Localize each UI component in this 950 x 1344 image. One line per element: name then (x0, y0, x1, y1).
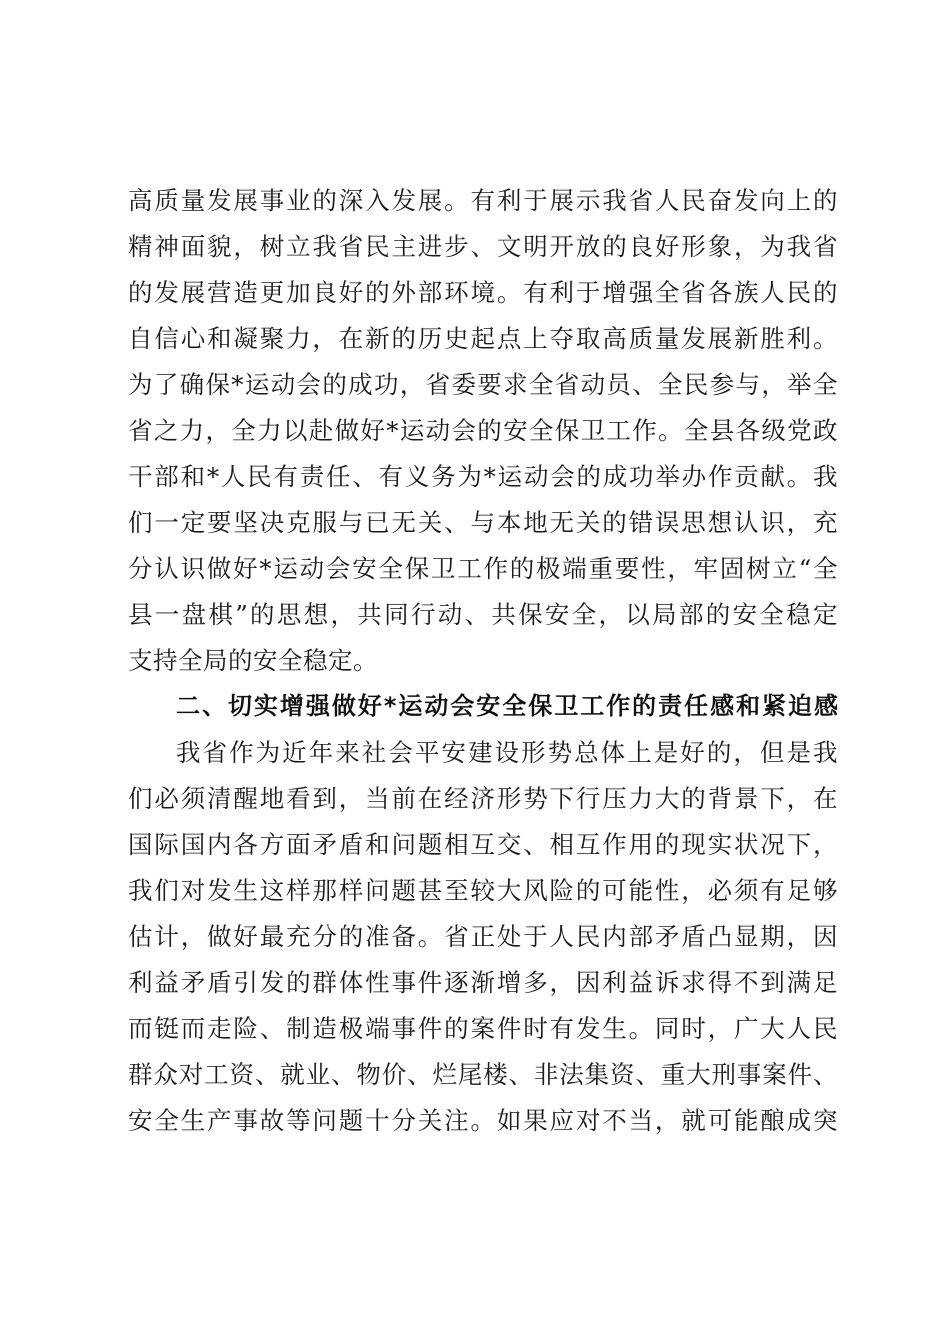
text-line: 高质量发展事业的深入发展。有利于展示我省人民奋发向上的 (128, 186, 838, 215)
text-line: 国际国内各方面矛盾和问题相互交、相互作用的现实状况下， (128, 830, 838, 859)
text-line: 们一定要坚决克服与已无关、与本地无关的错误思想认识，充 (128, 508, 838, 537)
section-heading: 二、切实增强做好*运动会安全保卫工作的责任感和紧迫感 (176, 692, 838, 720)
text-line: 自信心和凝聚力，在新的历史起点上夺取高质量发展新胜利。 (128, 324, 838, 353)
text-line: 我们对发生这样那样问题甚至较大风险的可能性，必须有足够 (128, 876, 838, 905)
text-line: 群众对工资、就业、物价、烂尾楼、非法集资、重大刑事案件、 (128, 1060, 838, 1089)
text-line: 精神面貌，树立我省民主进步、文明开放的良好形象，为我省 (128, 232, 838, 261)
text-line: 分认识做好*运动会安全保卫工作的极端重要性，牢固树立“全 (128, 554, 838, 583)
text-line: 我省作为近年来社会平安建设形势总体上是好的，但是我 (176, 738, 838, 767)
text-line: 县一盘棋”的思想，共同行动、共保安全，以局部的安全稳定 (128, 600, 838, 629)
text-line: 估计，做好最充分的准备。省正处于人民内部矛盾凸显期，因 (128, 922, 838, 951)
text-line: 而铤而走险、制造极端事件的案件时有发生。同时，广大人民 (128, 1014, 838, 1043)
text-line: 们必须清醒地看到，当前在经济形势下行压力大的背景下，在 (128, 784, 838, 813)
text-line: 省之力，全力以赴做好*运动会的安全保卫工作。全县各级党政 (128, 416, 838, 445)
text-line: 干部和*人民有责任、有义务为*运动会的成功举办作贡献。我 (128, 462, 838, 491)
text-line: 利益矛盾引发的群体性事件逐渐增多，因利益诉求得不到满足 (128, 968, 838, 997)
text-line: 为了确保*运动会的成功，省委要求全省动员、全民参与，举全 (128, 370, 838, 399)
text-line: 安全生产事故等问题十分关注。如果应对不当，就可能酿成突 (128, 1106, 838, 1135)
text-line: 的发展营造更加良好的外部环境。有利于增强全省各族人民的 (128, 278, 838, 307)
text-line: 支持全局的安全稳定。 (128, 646, 378, 675)
